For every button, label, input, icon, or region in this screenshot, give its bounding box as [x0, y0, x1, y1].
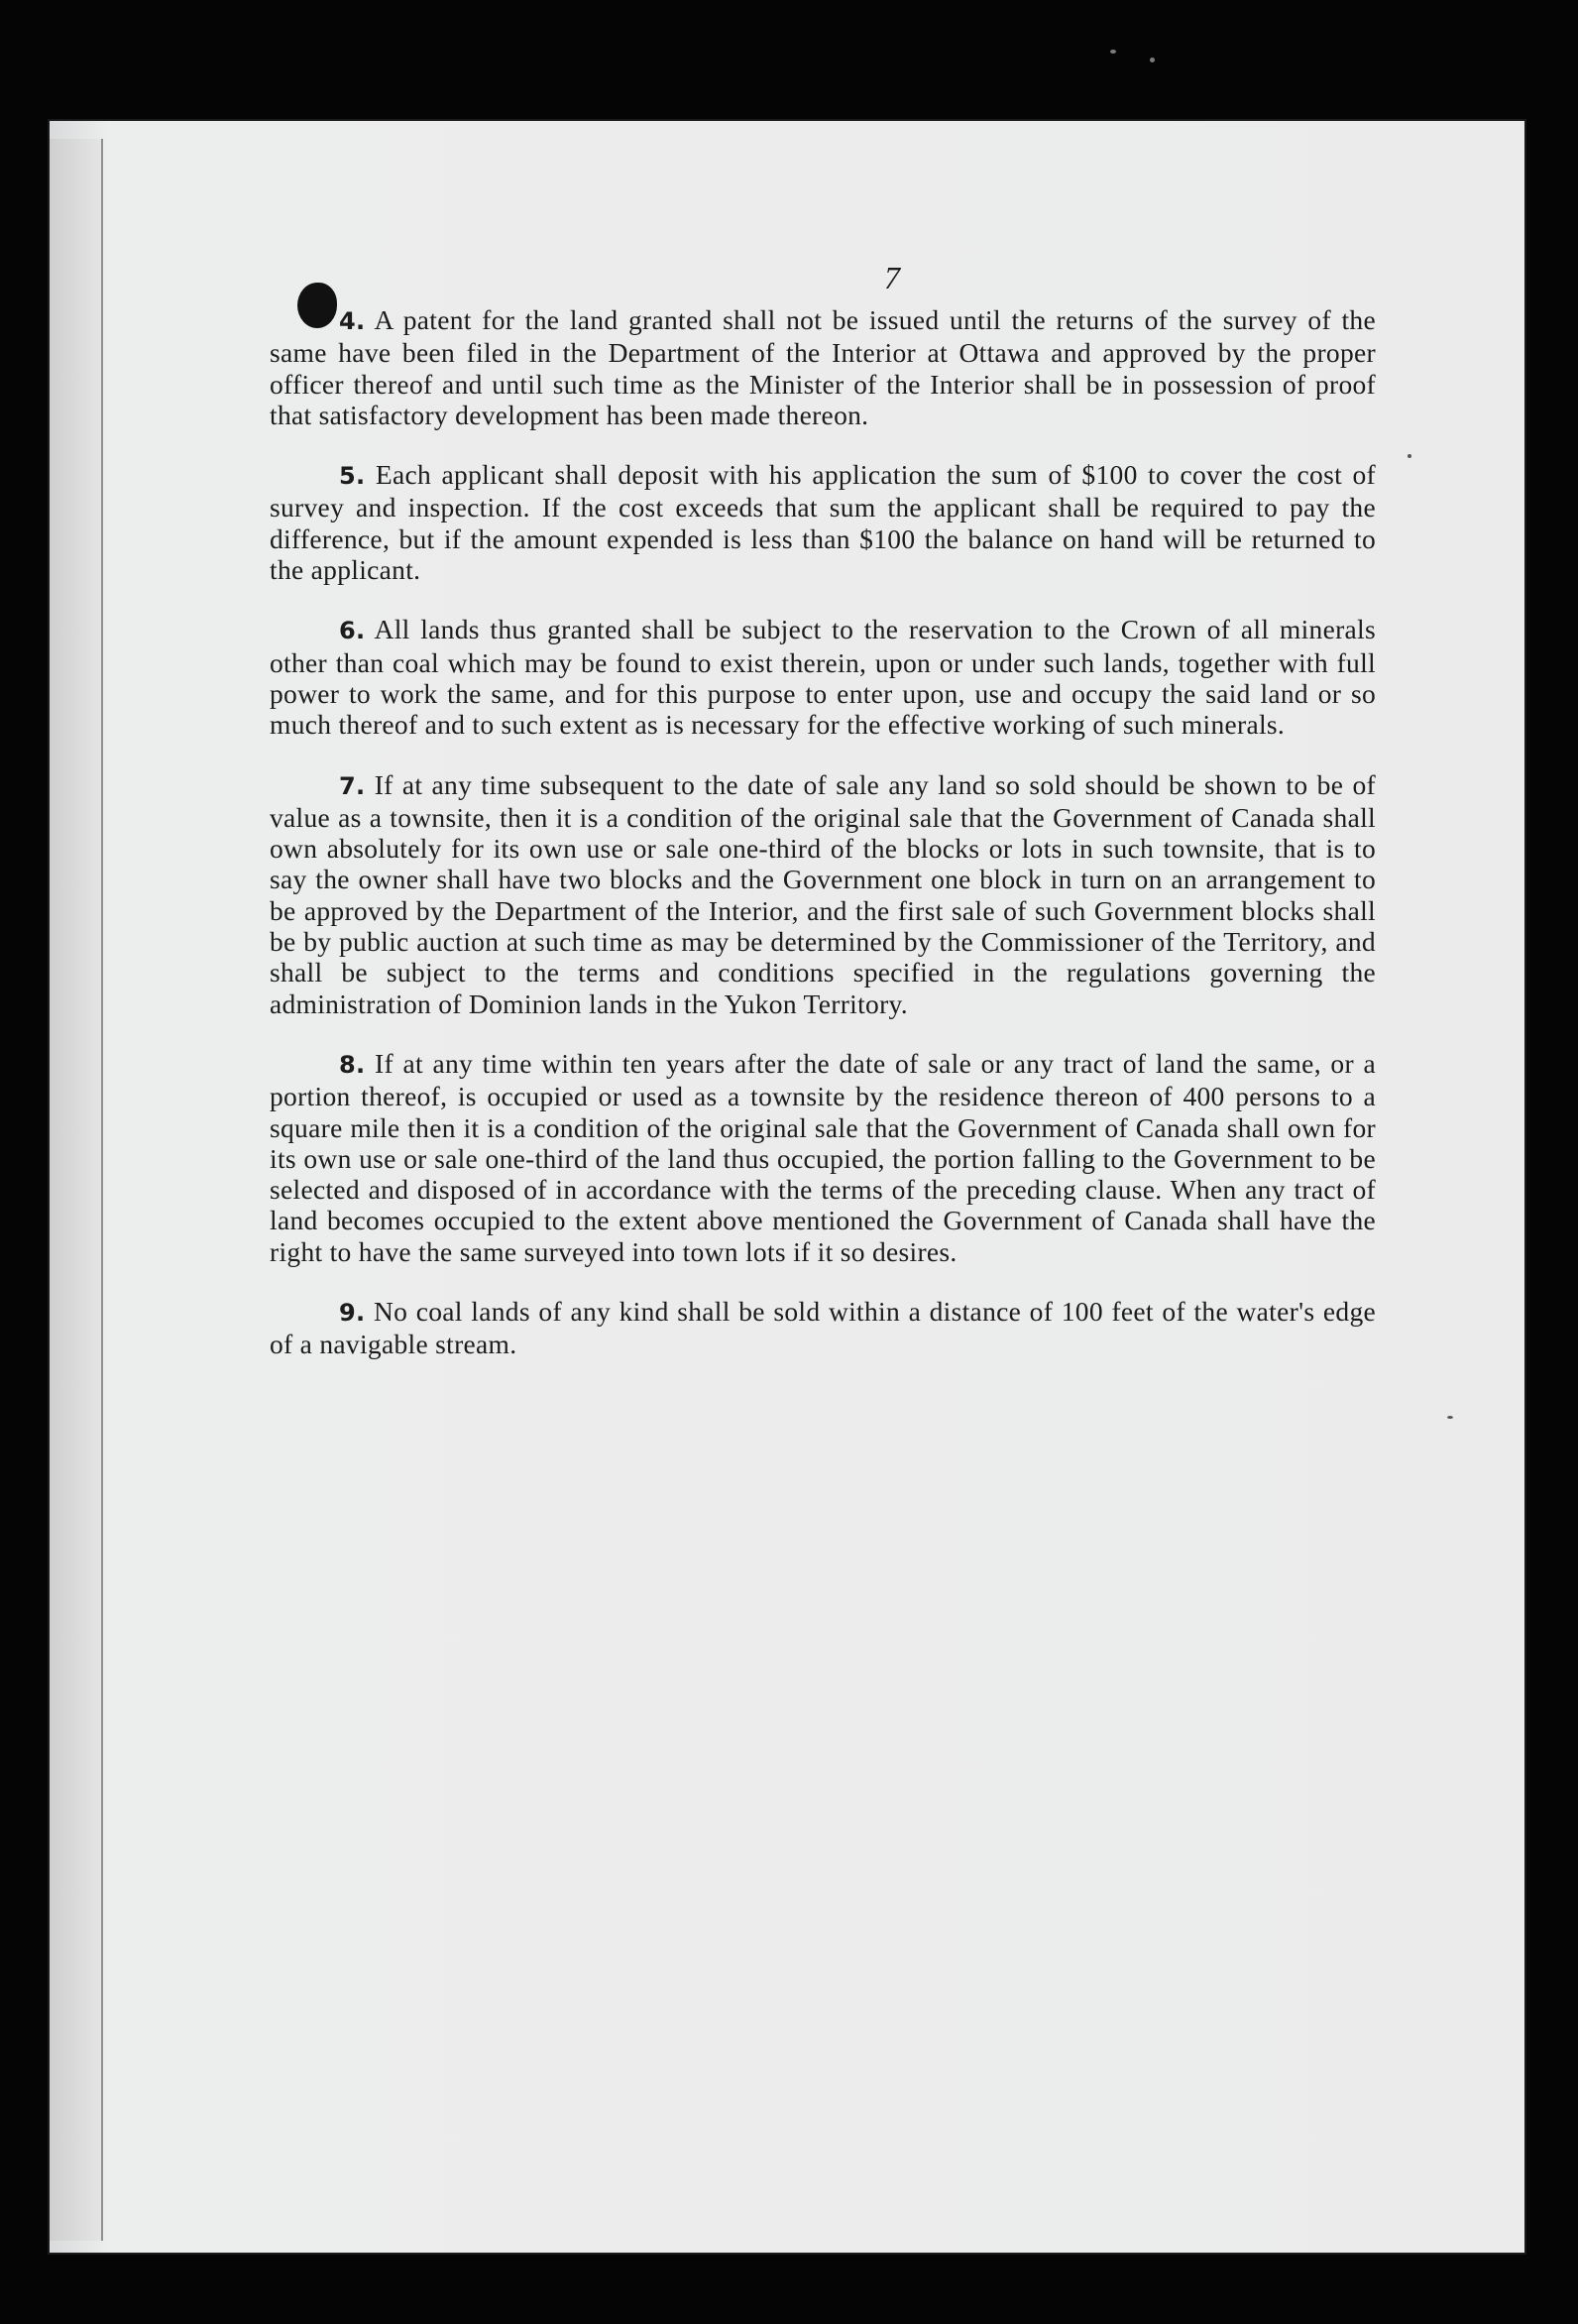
clause-4	[270, 304, 1376, 430]
clause-number: 7.	[339, 771, 366, 800]
page-content	[270, 260, 1376, 1389]
clause-6	[270, 614, 1376, 740]
clause-text: If at any time within ten years after the date of sale or any tract of land the same, or a portion thereof, is occupied or used as a townsite by the residence thereon of 400 persons to a square mile then it is a condition of the original sale that the Government of Canada shall own for its own use or sale one-third of the land thus occupied, the portion falling to the Government to be selected and disposed of in accordance with the terms of the preceding clause. When any tract of land becomes occupied to the extent above mentioned the Government of Canada shall have the right to have the same surveyed into town lots if it so desires.	[270, 1047, 1376, 1267]
scan-speck	[1110, 50, 1116, 54]
clause-7	[270, 769, 1376, 1019]
clause-8	[270, 1048, 1376, 1267]
clause-text: A patent for the land granted shall not be issued until the returns of the survey of the same have been filed in the Department of the Interior at Ottawa and approved by the proper officer thereof and until such time as the Minister of the Interior shall be in possession of proof that satisfactory development has been made thereon.	[270, 304, 1376, 430]
clause-text: If at any time subsequent to the date of sale any land so sold should be shown to be of value as a townsite, then it is a condition of the original sale that the Government of Canada shall own absolutely for its own use or sale one-third of the blocks or lots in such townsite, that is to say the owner shall have two blocks and the Government one block in turn on an arrangement to be approved by the Department of the Interior, and the first sale of such Government blocks shall be by public auction at such time as may be determined by the Commissioner of the Territory, and shall be subject to the terms and conditions specified in the regulations governing the administration of Dominion lands in the Yukon Territory.	[270, 768, 1376, 1019]
scan-speck	[1150, 58, 1155, 62]
scan-speck	[1447, 1416, 1453, 1419]
clause-9	[270, 1296, 1376, 1360]
page-number: 7	[884, 260, 900, 295]
scan-speck	[1408, 454, 1411, 458]
clause-text: No coal lands of any kind shall be sold within a distance of 100 feet of the water's edge of a navigable stream.	[270, 1296, 1376, 1360]
clause-number: 5.	[339, 462, 366, 491]
clause-text: All lands thus granted shall be subject to the reservation to the Crown of all minerals other than coal which may be found to exist therein, upon or under such lands, together with full power to work the same, and for this purpose to enter upon, use and occupy the said land or so much thereof and to such extent as is necessary for the effective working of such minerals.	[270, 614, 1376, 741]
clause-number: 8.	[339, 1050, 366, 1079]
clause-number: 9.	[339, 1299, 366, 1328]
clause-text: Each applicant shall deposit with his application the sum of $100 to cover the cost of survey and inspection. If the cost exceeds that sum the applicant shall be required to pay the difference, but if the amount expended is less than $100 the balance on hand will be returned to the applicant.	[270, 459, 1376, 586]
clause-number: 4.	[339, 307, 366, 335]
clause-5	[270, 459, 1376, 585]
page-binding-edge	[50, 139, 103, 2241]
clause-number: 6.	[339, 617, 366, 645]
